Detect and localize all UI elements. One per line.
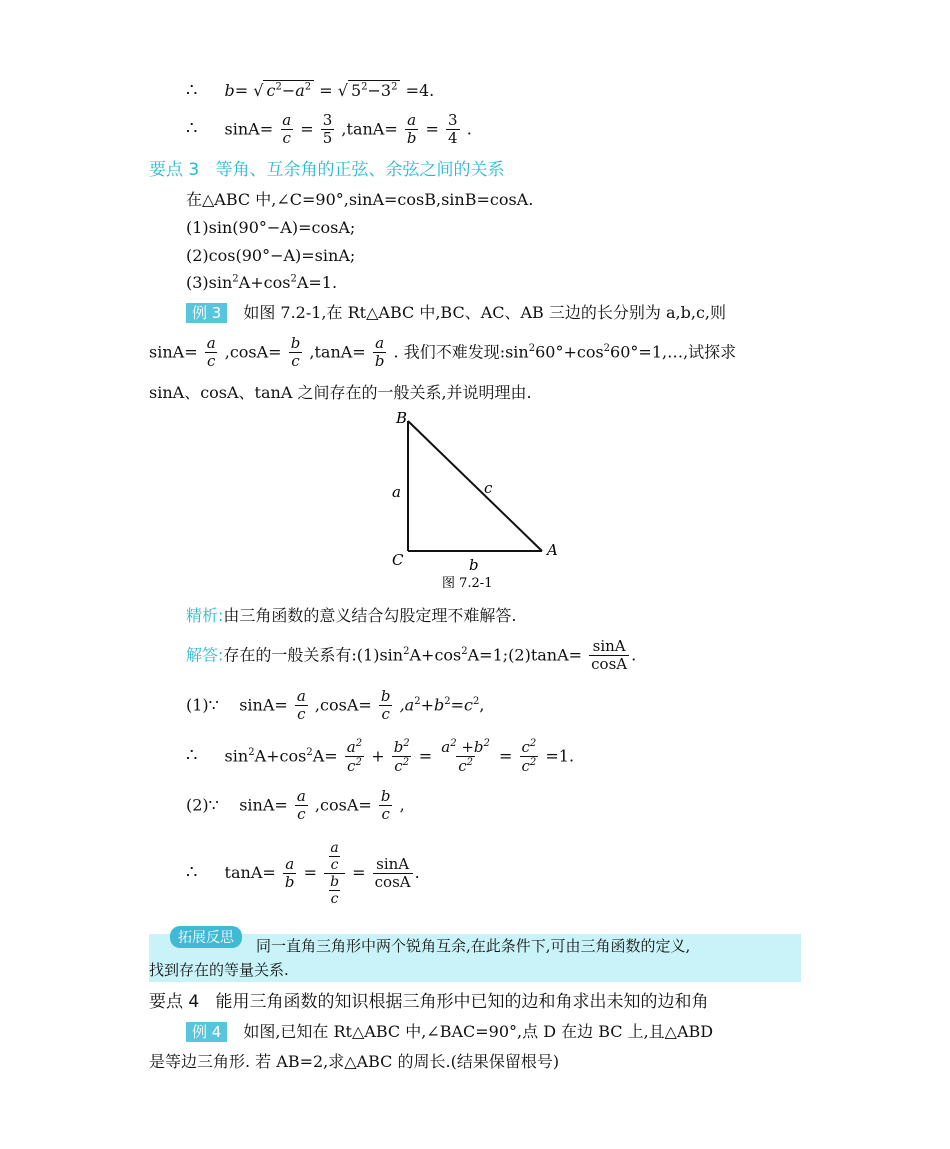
section-heading-3: 要点 3 等角、互余角的正弦、余弦之间的关系 — [149, 160, 505, 180]
derivation-line-b: ∴ b= √ $c^2-a^2$ = √ $5^2-3^2 =4$. — [186, 80, 435, 101]
solution-step-1: (1)∵ sinA= $\frac{a}{c}$ ,cosA= $\frac{b}{c}$ $,a^2+b^2=c^2$, — [186, 687, 485, 724]
analysis: 精析:由三角函数的意义结合勾股定理不难解答. — [186, 606, 517, 625]
label-a: a — [392, 483, 401, 501]
relation-intro: 在△ABC 中,∠C=90°,sinA=cosB,sinB=cosA. — [186, 190, 534, 209]
label-b: b — [469, 556, 479, 574]
example-4-line-1: 例 4 如图,已知在 Rt△ABC 中,∠BAC=90°,点 D 在边 BC 上,且△ABD — [186, 1022, 713, 1042]
example-4-line-2: 是等边三角形. 若 AB=2,求△ABC 的周长.(结果保留根号) — [149, 1052, 560, 1071]
extension-line-1: 同一直角三角形中两个锐角互余,在此条件下,可由三角函数的定义, — [256, 937, 691, 955]
vertex-C: C — [392, 551, 404, 569]
example-3-line-1: 例 3 如图 7.2-1,在 Rt△ABC 中,BC、AC、AB 三边的长分别为 a,b,c,则 — [186, 303, 726, 323]
figure-caption: 图 7.2-1 — [442, 576, 493, 591]
derivation-line-sin-tan: ∴ sinA= $\frac{a}{c}$ = $\frac{3}{5}$ ,tanA= $\frac{a}{b}$ = $\frac{3}{4}$ . — [186, 111, 472, 148]
extension-tag: 拓展反思 — [170, 926, 242, 948]
example-3-line-3: sinA、cosA、tanA 之间存在的一般关系,并说明理由. — [149, 383, 532, 402]
side-c — [408, 421, 542, 551]
relation-3: $(3)\sin^2A+\cos^2A=1$. — [186, 273, 338, 292]
example-3-line-2: sinA= $\frac{a}{c}$ ,cosA= $\frac{b}{c}$ ,tanA= $\frac{a}{b}$ . 我们不难发现$:\sin^260^\circ+\cos^260^\circ=1,\dots$,试探求 — [149, 334, 737, 371]
solution-step-4: ∴ tanA= $\frac{a}{b}$ = $\frac{\frac{a}{c}}{\frac{b}{c}}$ = $\frac{\sin A}{\cos A}$ . — [186, 840, 420, 908]
answer: 解答:存在的一般关系有$:(1)\sin^2A+\cos^2A=1;(2)\tan A=$ $\frac{\sin A}{\cos A}$ . — [186, 637, 637, 674]
solution-step-2: ∴ $\sin^2A+\cos^2A=$ $\frac{a^2}{c^2}$ + $\frac{b^2}{c^2}$ = $\frac{a^2 +b^2}{c^2}$ = $\frac{c^2}{c^2}$ =1. — [186, 738, 575, 776]
extension-line-2: 找到存在的等量关系. — [149, 961, 289, 979]
section-heading-4: 要点 4 能用三角函数的知识根据三角形中已知的边和角求出未知的边和角 — [149, 992, 709, 1012]
vertex-A: A — [547, 541, 558, 559]
solution-step-3: (2)∵ sinA= $\frac{a}{c}$ ,cosA= $\frac{b}{c}$ , — [186, 787, 405, 824]
label-c: c — [484, 479, 493, 497]
example-4-tag: 例 4 — [186, 1022, 227, 1042]
relation-1: (1)sin(90°−A)=cosA; — [186, 218, 356, 237]
right-triangle-figure — [380, 405, 580, 595]
relation-2: (2)cos(90°−A)=sinA; — [186, 246, 356, 265]
example-3-tag: 例 3 — [186, 303, 227, 323]
vertex-B: B — [396, 409, 408, 427]
